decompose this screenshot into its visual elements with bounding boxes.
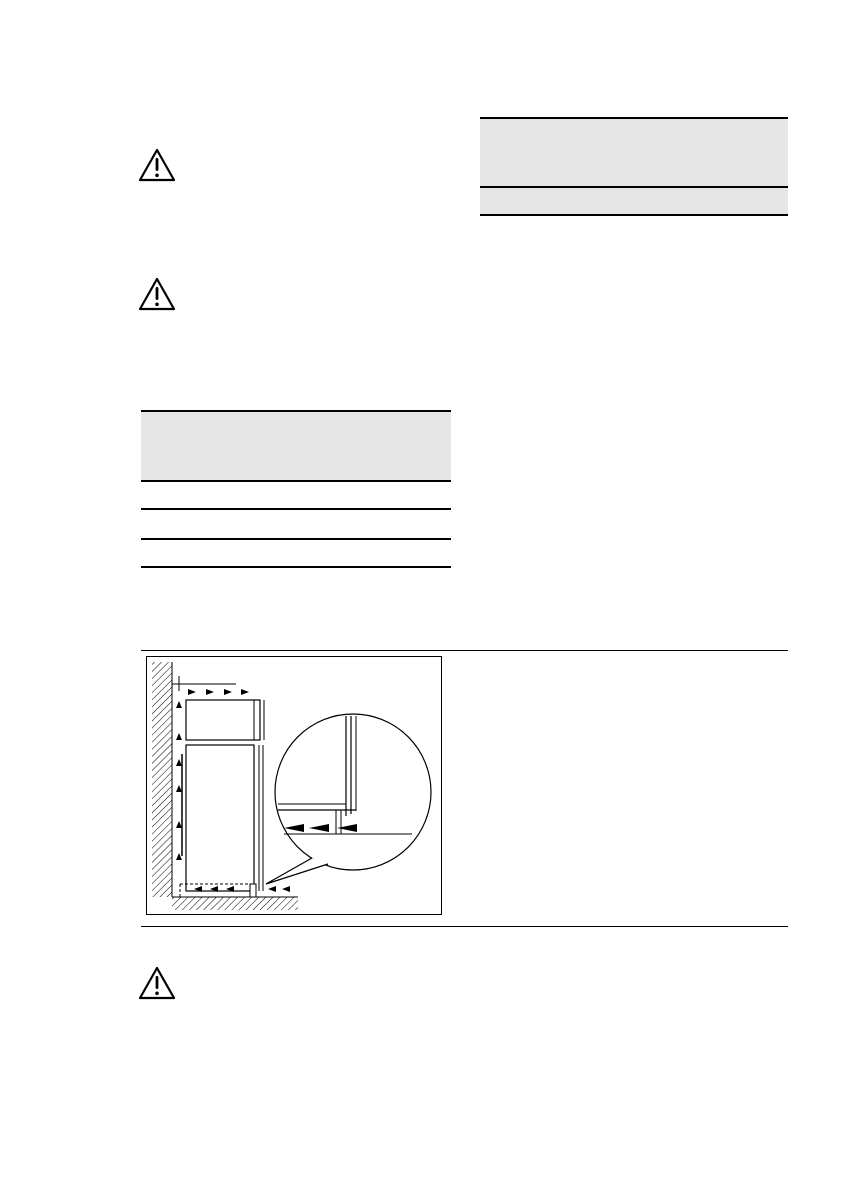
warning-triangle-icon (138, 148, 176, 182)
left-table (141, 410, 451, 570)
floor-hatch (172, 897, 298, 910)
table-bottom-rule (480, 214, 788, 216)
figure-top-rule (141, 650, 788, 651)
table-row (141, 510, 451, 536)
table-bottom-rule (141, 566, 451, 568)
table-header (480, 119, 788, 187)
fridge-body (186, 745, 254, 891)
ventilation-diagram (146, 656, 442, 916)
upper-cabinet (186, 700, 260, 740)
wall-hatch (152, 662, 172, 897)
warning-triangle-icon (138, 966, 176, 1000)
table-row (141, 540, 451, 566)
table-header (141, 412, 451, 480)
figure-bottom-rule (141, 926, 788, 927)
table-row (141, 482, 451, 508)
table-row (480, 188, 788, 215)
warning-triangle-icon (138, 277, 176, 311)
detail-magnifier (275, 714, 431, 870)
right-table (480, 117, 788, 217)
